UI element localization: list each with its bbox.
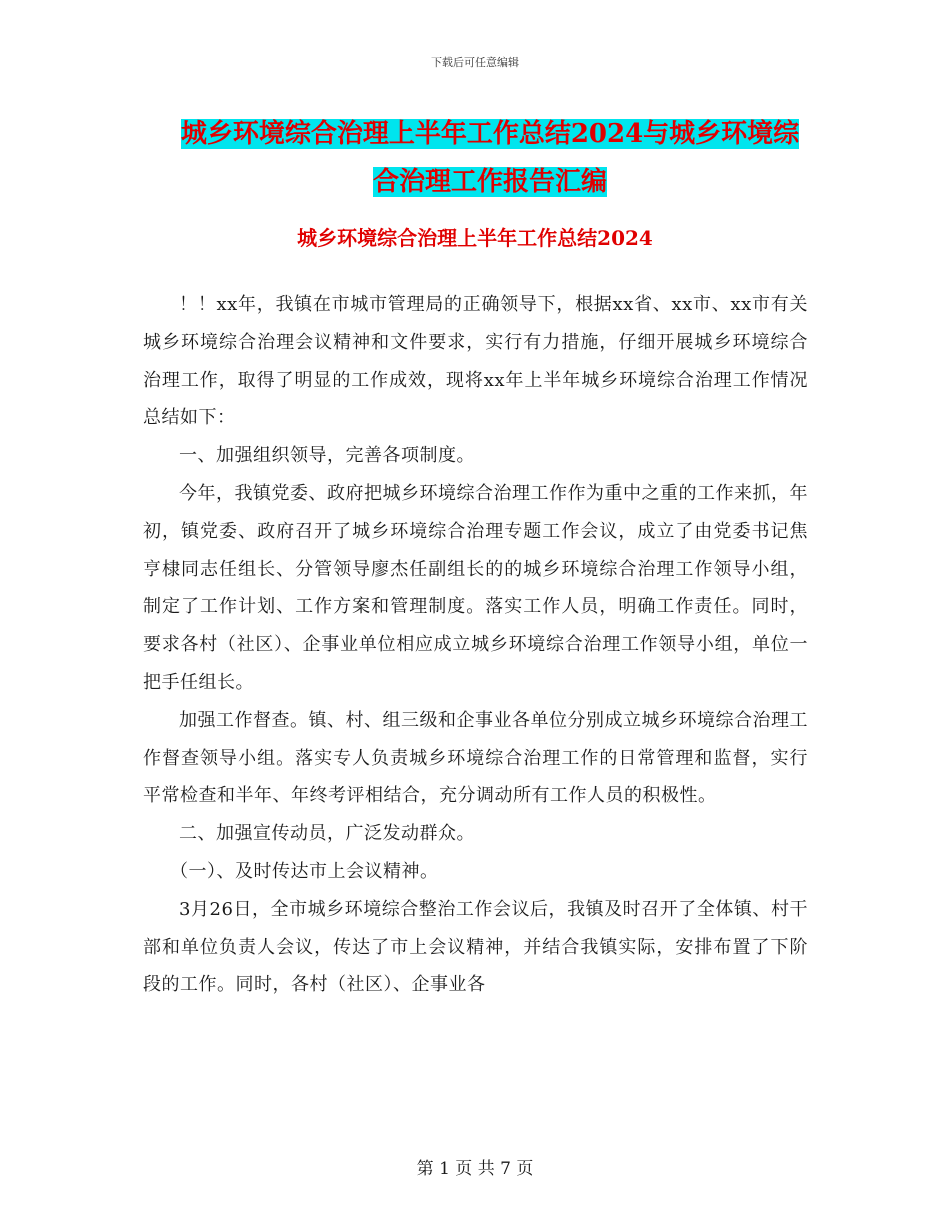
paragraph-heading-1: 一、加强组织领导，完善各项制度。 — [179, 445, 475, 467]
paragraph-intro: ！！xx年，我镇在市城市管理局的正确领导下，根据xx省、xx市、xx市有关城乡环境综合治理会议精神和文件要求，实行有力措施，仔细开展城乡环境综合治理工作，取得了明显的工作成效，现将xx年上半年城乡环境综合治理工作情况总结如下： — [143, 294, 808, 429]
page-number: 第 1 页 共 7 页 — [416, 1159, 534, 1179]
paragraph-body: 今年，我镇党委、政府把城乡环境综合治理工作作为重中之重的工作来抓，年初，镇党委、政府召开了城乡环境综合治理专题工作会议，成立了由党委书记焦亨棣同志任组长、分管领导廖杰任副组长的的城乡环境综合治理工作领导小组，制定了工作计划、工作方案和管理制度。落实工作人员，明确工作责任。同时，要求各村（社区）、企事业单位相应成立城乡环境综合治理工作领导小组，单位一把手任组长。 — [143, 482, 808, 693]
paragraph-body: 3月26日，全市城乡环境综合整治工作会议后，我镇及时召开了全体镇、村干部和单位负责人会议，传达了市上会议精神，并结合我镇实际，安排布置了下阶段的工作。同时，各村（社区）、企事业各 — [143, 898, 808, 996]
document-title — [160, 110, 820, 206]
title-line-1: 城乡环境综合治理上半年工作总结2024与城乡环境综 — [180, 119, 800, 149]
paragraph-body: 加强工作督查。镇、村、组三级和企事业各单位分别成立城乡环境综合治理工作督查领导小组。落实专人负责城乡环境综合治理工作的日常管理和监督，实行平常检查和半年、年终考评相结合，充分调动所有工作人员的积极性。 — [143, 709, 808, 807]
paragraph-heading-2: 二、加强宣传动员，广泛发动群众。 — [179, 823, 475, 845]
header-note: 下载后可任意编辑 — [431, 56, 519, 69]
title-line-2: 合治理工作报告汇编 — [372, 167, 607, 197]
section-title: 城乡环境综合治理上半年工作总结2024 — [297, 226, 653, 250]
paragraph-subheading: （一）、及时传达市上会议精神。 — [170, 860, 439, 882]
document-body — [143, 286, 808, 1004]
